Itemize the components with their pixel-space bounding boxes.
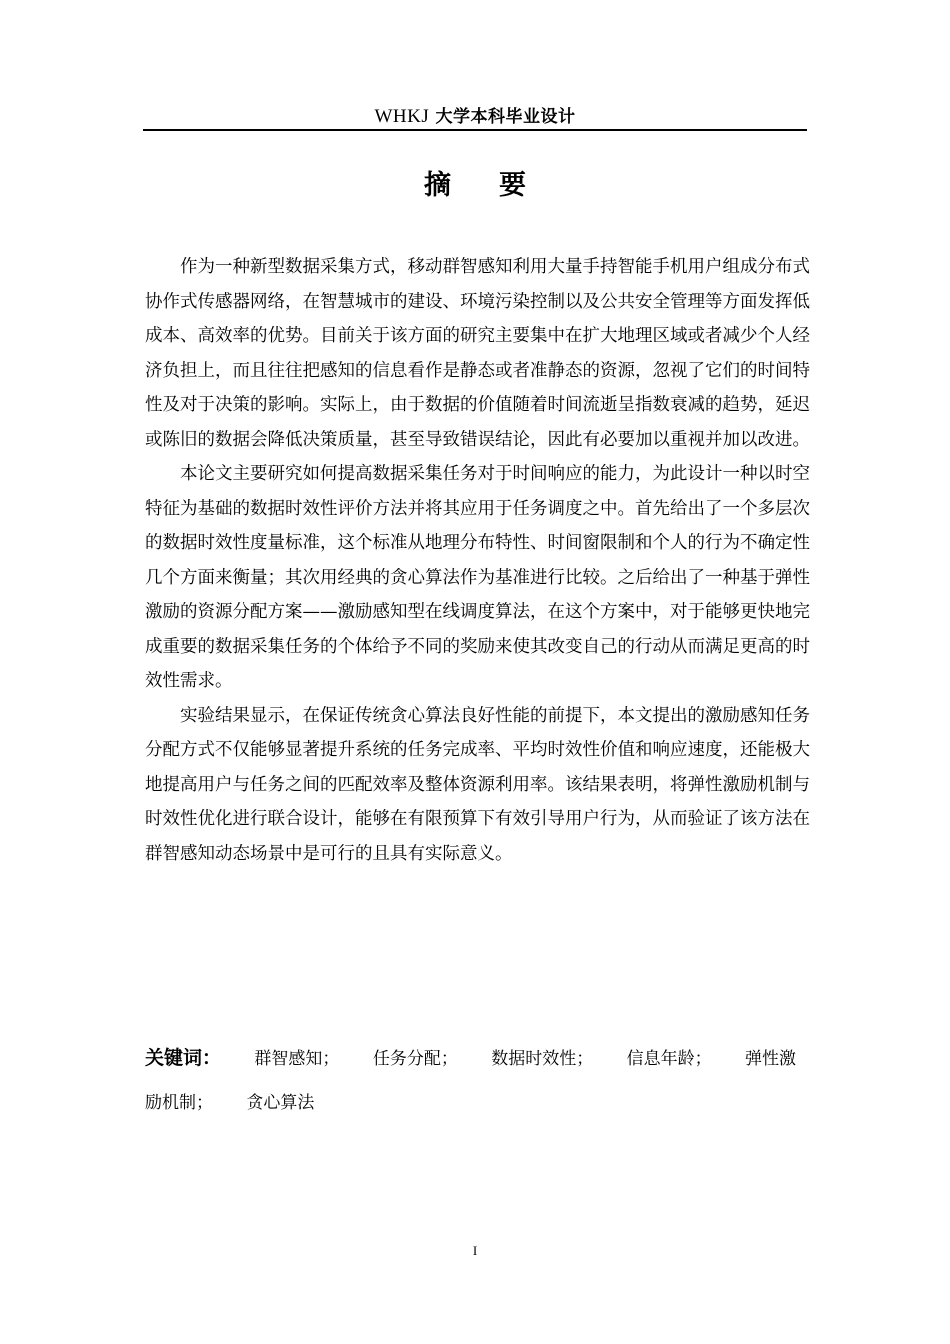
keyword-item: 信息年龄； [626, 1049, 712, 1069]
header-latin-text: WHKJ [374, 106, 430, 127]
keywords-label: 关键词： [145, 1047, 222, 1069]
abstract-paragraph-2: 本论文主要研究如何提高数据采集任务对于时间响应的能力，为此设计一种以时空特征为基础的数据时效性评价方法并将其应用于任务调度之中。首先给出了一个多层次的数据时效性度量标准，这个标准从地理分布特性、时间窗限制和个人的行为不确定性几个方面来衡量；其次用经典的贪心算法作为基准进行比较。之后给出了一种基于弹性激励的资源分配方案——激励感知型在线调度算法，在这个方案中，对于能够更快地完成重要的数据采集任务的个体给予不同的奖励来使其改变自己的行动从而满足更高的时效性需求。 [145, 464, 810, 691]
abstract-paragraph-1: 作为一种新型数据采集方式，移动群智感知利用大量手持智能手机用户组成分布式协作式传感器网络，在智慧城市的建设、环境污染控制以及公共安全管理等方面发挥低成本、高效率的优势。目前关于该方面的研究主要集中在扩大地理区域或者减少个人经济负担上，而且往往把感知的信息看作是静态或者准静态的资源，忽视了它们的时间特性及对于决策的影响。实际上，由于数据的价值随着时间流逝呈指数衰减的趋势，延迟或陈旧的数据会降低决策质量，甚至导致错误结论，因此有必要加以重视并加以改进。 [145, 257, 810, 450]
header-title-text: 大学本科毕业设计 [435, 107, 576, 127]
keyword-item: 数据时效性； [491, 1049, 594, 1069]
page-title-char-1: 摘 [424, 170, 451, 201]
page-title-char-2: 要 [499, 170, 526, 201]
keywords-section [145, 1036, 810, 1125]
abstract-body [145, 250, 810, 871]
page-number: I [472, 1243, 478, 1258]
keyword-item: 任务分配； [372, 1049, 458, 1069]
keyword-item: 弹性激励机制； [145, 1049, 797, 1113]
page-title [0, 166, 950, 206]
running-header [0, 104, 950, 130]
header-divider [143, 129, 807, 131]
abstract-paragraph-3: 实验结果显示，在保证传统贪心算法良好性能的前提下，本文提出的激励感知任务分配方式不仅能够显著提升系统的任务完成率、平均时效性价值和响应速度，还能极大地提高用户与任务之间的匹配效率及整体资源利用率。该结果表明，将弹性激励机制与时效性优化进行联合设计，能够在有限预算下有效引导用户行为，从而验证了该方法在群智感知动态场景中是可行的且具有实际意义。 [145, 705, 810, 864]
keyword-item: 群智感知； [254, 1049, 340, 1069]
keyword-item: 贪心算法 [246, 1093, 315, 1113]
